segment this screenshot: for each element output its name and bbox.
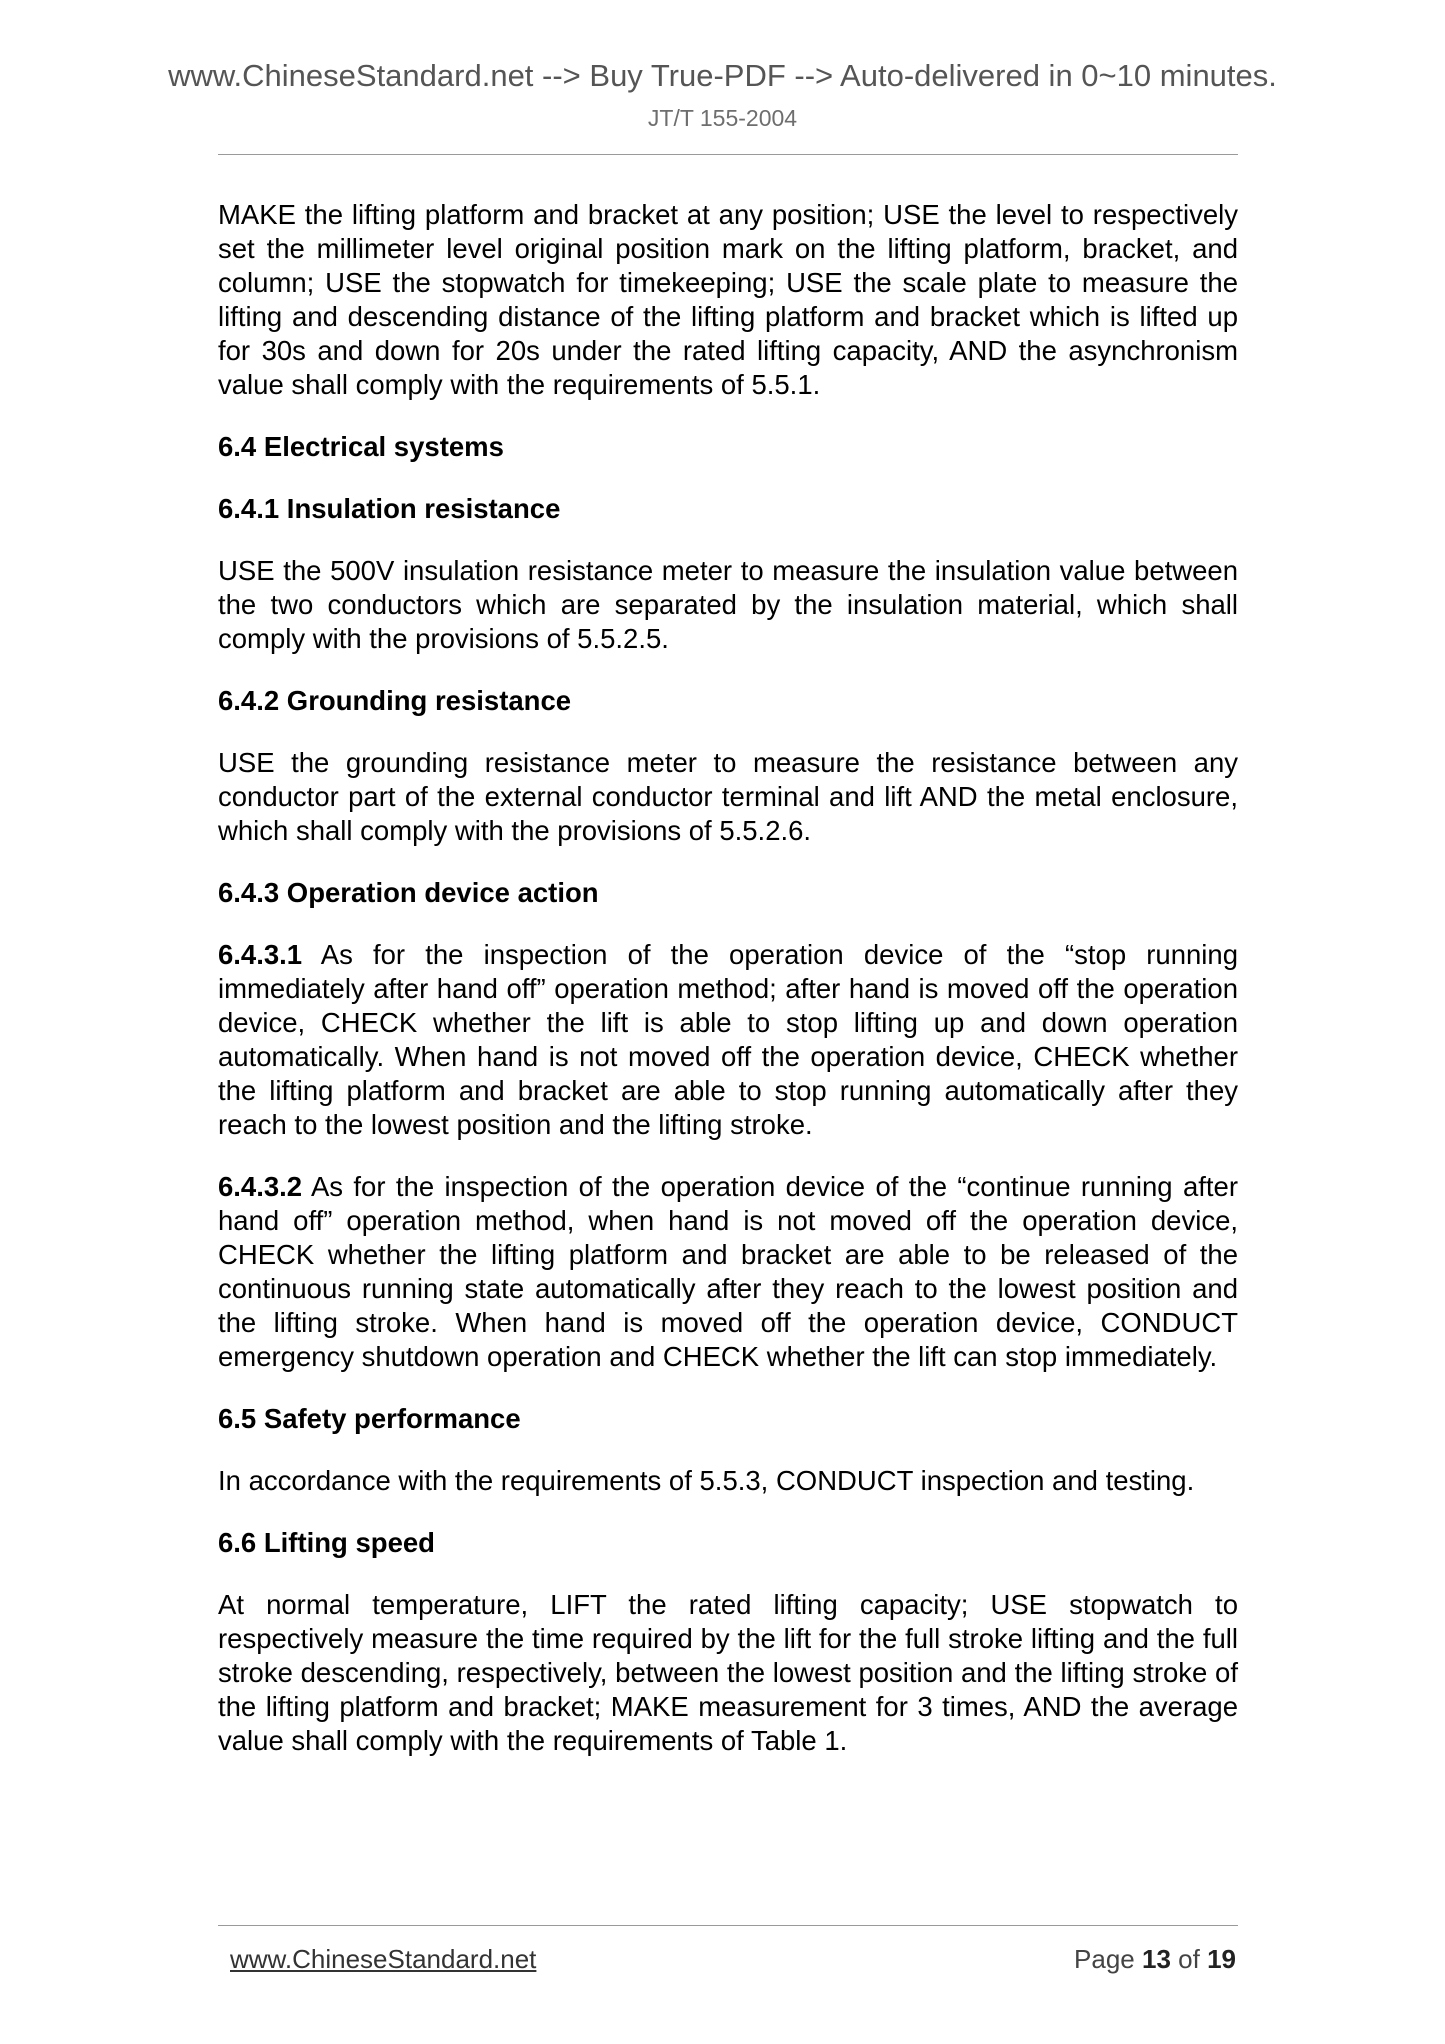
section-heading-6-5: 6.5 Safety performance [218, 1403, 521, 1434]
clause-6-4-3-2 [218, 1170, 1238, 1374]
header-banner-link[interactable]: www.ChineseStandard.net --> Buy True-PDF --> Auto-delivered in 0~10 minutes. [168, 58, 1277, 93]
footer-website-link[interactable]: www.ChineseStandard.net [230, 1944, 537, 1974]
page-word: Page [1074, 1944, 1135, 1974]
clause-number: 6.4.3.1 [218, 939, 303, 970]
section-text-6-5: In accordance with the requirements of 5.5.3, CONDUCT inspection and testing. [218, 1465, 1195, 1496]
footer-divider [218, 1925, 1238, 1926]
header-divider [218, 154, 1238, 155]
section-heading-6-4-1: 6.4.1 Insulation resistance [218, 493, 561, 524]
section-heading-6-4-2: 6.4.2 Grounding resistance [218, 685, 572, 716]
section-heading-6-4-3: 6.4.3 Operation device action [218, 877, 599, 908]
intro-paragraph: MAKE the lifting platform and bracket at any position; USE the level to respectively set the millimeter level original position mark on the lifting platform, bracket, and column; USE the stopwatch for timekeeping; USE the scale plate to measure the lifting and descending distance of the lifting platform and bracket which is lifted up for 30s and down for 20s under the rated lifting capacity, AND the asynchronism value shall comply with the requirements of 5.5.1. [218, 199, 1238, 400]
page-number [1068, 1943, 1236, 1975]
section-text-6-6: At normal temperature, LIFT the rated lifting capacity; USE stopwatch to respectively measure the time required by the lift for the full stroke lifting and the full stroke descending, respectively, between the lowest position and the lifting stroke of the lifting platform and bracket; MAKE measurement for 3 times, AND the average value shall comply with the requirements of Table 1. [218, 1589, 1238, 1756]
clause-6-4-3-1 [218, 938, 1238, 1142]
clause-text: As for the inspection of the operation device of the “continue running after hand off” operation method, when hand is not moved off the operation device, CHECK whether the lifting platform and bracket are able to be released of the continuous running state automatically after they reach to the lowest position and the lifting stroke. When hand is moved off the operation device, CONDUCT emergency shutdown operation and CHECK whether the lift can stop immediately. [218, 1171, 1238, 1372]
page-current: 13 [1142, 1944, 1171, 1974]
clause-text: As for the inspection of the operation device of the “stop running immediately after hand off” operation method; after hand is moved off the operation device, CHECK whether the lift is able to stop lifting up and down operation automatically. When hand is not moved off the operation device, CHECK whether the lifting platform and bracket are able to stop running automatically after they reach to the lowest position and the lifting stroke. [218, 939, 1238, 1140]
clause-number: 6.4.3.2 [218, 1171, 303, 1202]
section-text-6-4-1: USE the 500V insulation resistance meter to measure the insulation value between the two conductors which are separated by the insulation material, which shall comply with the provisions of 5.5.2.5. [218, 555, 1238, 654]
section-heading-6-6: 6.6 Lifting speed [218, 1527, 435, 1558]
section-text-6-4-2: USE the grounding resistance meter to measure the resistance between any conductor part of the external conductor terminal and lift AND the metal enclosure, which shall comply with the provisions of 5.5.2.6. [218, 747, 1238, 846]
page-of: of [1178, 1944, 1200, 1974]
page-total: 19 [1207, 1944, 1236, 1974]
section-heading-6-4: 6.4 Electrical systems [218, 431, 504, 462]
standard-code: JT/T 155-2004 [647, 105, 798, 131]
document-body [218, 198, 1238, 1786]
